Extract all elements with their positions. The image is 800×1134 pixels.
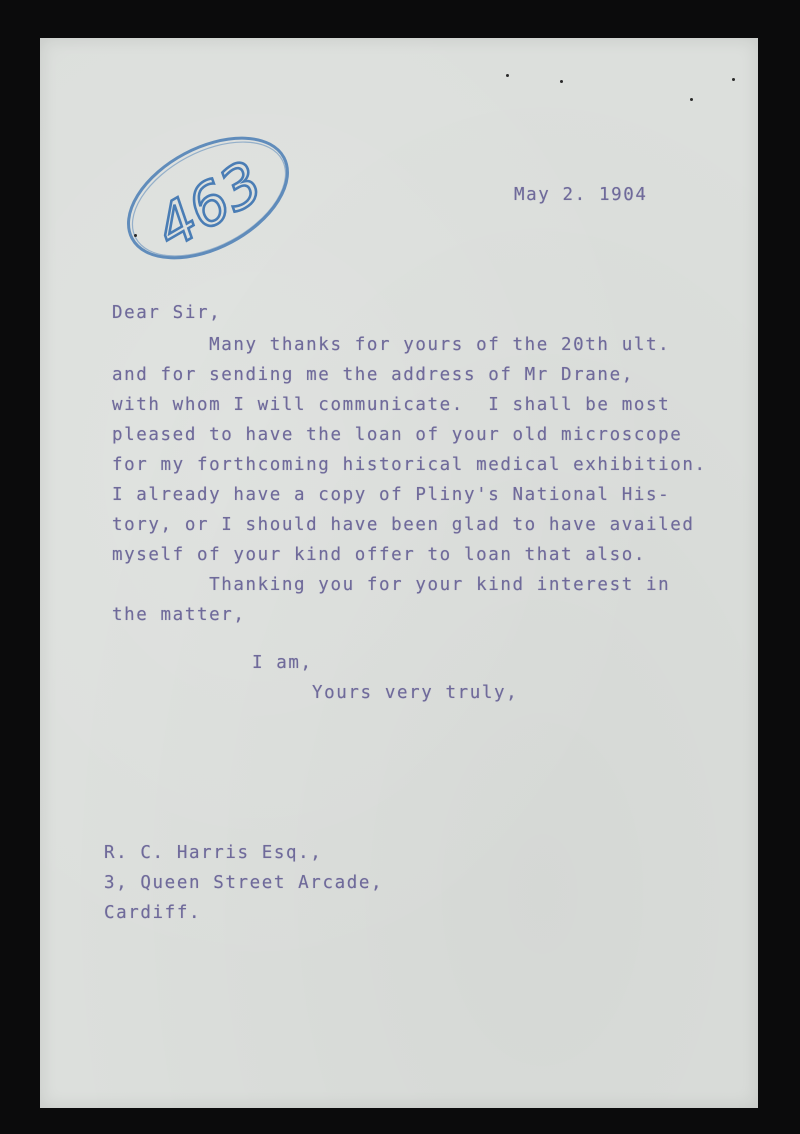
letter-date: May 2. 1904 [514, 185, 648, 205]
body-line: Many thanks for yours of the 20th ult. [112, 335, 671, 355]
salutation: Dear Sir, [112, 303, 222, 323]
body-line: myself of your kind offer to loan that also. [112, 545, 646, 565]
recipient-city: Cardiff. [104, 903, 202, 923]
ink-speck [506, 74, 509, 77]
body-line: tory, or I should have been glad to have availed [112, 515, 695, 535]
body-line: the matter, [112, 605, 246, 625]
ink-speck [134, 234, 137, 237]
letter-sheet [40, 38, 758, 1108]
body-line: with whom I will communicate. I shall be most [112, 395, 671, 415]
body-line: and for sending me the address of Mr Drane, [112, 365, 634, 385]
archive-number-stamp [116, 120, 302, 276]
closing: I am, [252, 653, 313, 673]
body-line: Thanking you for your kind interest in [112, 575, 671, 595]
ink-speck [690, 98, 693, 101]
body-line: pleased to have the loan of your old microscope [112, 425, 683, 445]
ink-speck [732, 78, 735, 81]
recipient-street: 3, Queen Street Arcade, [104, 873, 384, 893]
ink-speck [560, 80, 563, 83]
signoff: Yours very truly, [312, 683, 519, 703]
body-line: I already have a copy of Pliny's National His- [112, 485, 671, 505]
recipient-name: R. C. Harris Esq., [104, 843, 323, 863]
stamp-number: 463 [144, 147, 274, 262]
body-line: for my forthcoming historical medical exhibition. [112, 455, 707, 475]
